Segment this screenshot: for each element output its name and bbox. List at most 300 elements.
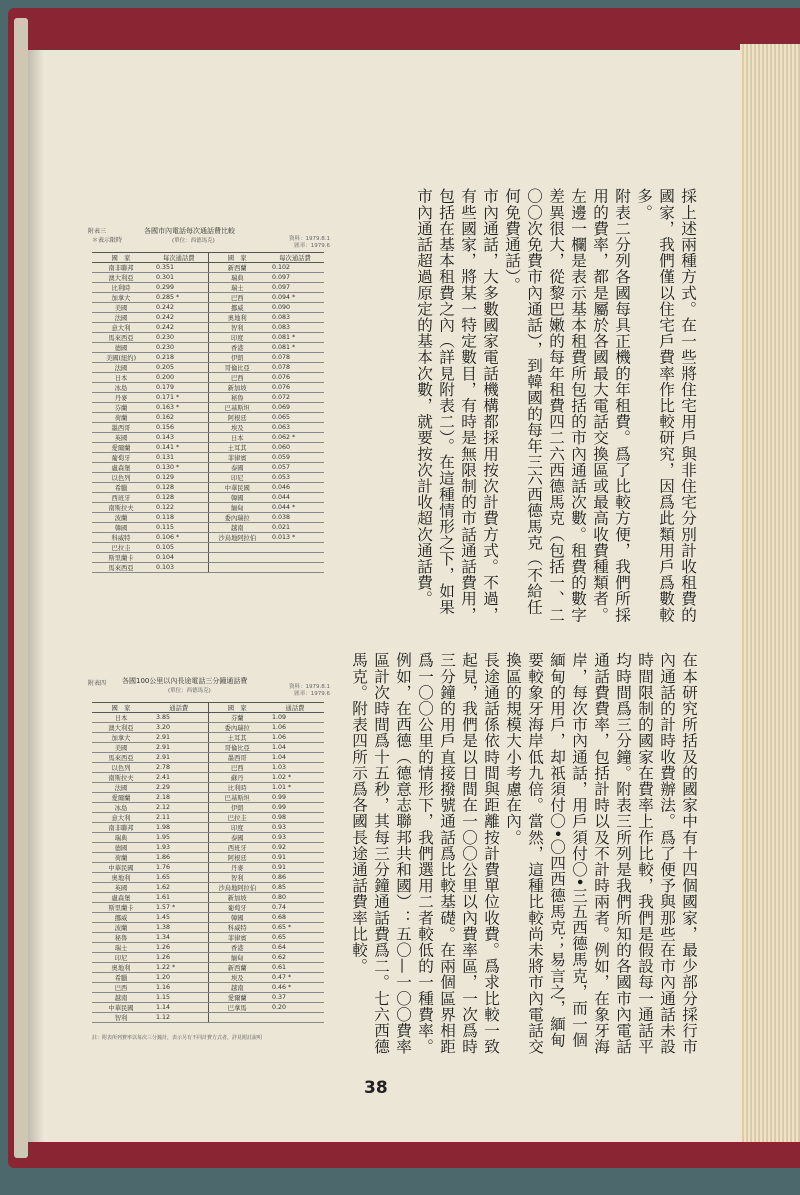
country-cell: 墨西哥 [208,753,266,763]
country-cell: 墨西哥 [92,423,150,433]
rate-cell: 1.02 * [266,773,324,783]
country-cell: 馬來西亞 [92,333,150,343]
country-cell: 加拿大 [92,733,150,743]
rate-cell: 0.91 [266,863,324,873]
rate-cell: 1.16 [150,983,208,993]
country-cell: 挪威 [208,303,266,313]
table-row [92,893,324,903]
country-cell: 葡萄牙 [92,453,150,463]
country-cell [208,1013,266,1023]
country-cell: 中華民國 [92,863,150,873]
country-cell: 加拿大 [92,293,150,303]
rate-cell: 2.11 [150,813,208,823]
rate-cell: 0.46 * [266,983,324,993]
country-cell: 澳大利亞 [92,273,150,283]
table-row [92,303,324,313]
rate-cell: 0.37 [266,993,324,1003]
rate-cell: 0.060 [266,443,324,453]
table-row [92,733,324,743]
table-row [92,393,324,403]
country-cell: 法國 [92,363,150,373]
table-row [92,993,324,1003]
rate-cell: 0.081 * [266,343,324,353]
rate-cell: 0.122 [150,503,208,513]
country-cell: 智利 [208,873,266,883]
country-cell: 挪威 [92,913,150,923]
cover-edge [14,18,28,1158]
rate-cell: 0.078 [266,353,324,363]
paragraph-3: 市內通話，大多數國家電話機構都採用按次計費方式。不過，有些國家，將某一特定數目，有時是無限制的市話通話費用，包括在基本租費之內（詳見附表二）。在這種情形之下，如果市內通話超過原定的基本次數，就要按次計收超次通話費。 [415,188,499,623]
country-cell: 巴西 [92,983,150,993]
country-cell: 秘魯 [92,933,150,943]
rate-cell [266,1013,324,1023]
country-cell: 日本 [208,433,266,443]
table-row [92,533,324,543]
country-cell: 以色列 [92,763,150,773]
table-row [92,413,324,423]
rate-cell: 0.021 [266,523,324,533]
table-row [92,843,324,853]
country-cell: 土耳其 [208,733,266,743]
table-date: 資料：1979.8.1 匯率：1979.6 [289,236,330,249]
country-cell: 科威特 [208,923,266,933]
table-row [92,423,324,433]
rate-cell: 0.090 [266,303,324,313]
rate-cell: 0.86 [266,873,324,883]
table-row [92,923,324,933]
table-subtitle: (單位：西德馬克) [168,688,211,694]
rate-cell: 0.069 [266,403,324,413]
rate-cell: 0.105 [150,543,208,553]
rate-cell: 0.242 [150,303,208,313]
table-row [92,313,324,323]
country-cell: 南斯拉夫 [92,503,150,513]
rate-cell: 0.038 [266,513,324,523]
country-cell: 伊朗 [208,353,266,363]
table-row [92,373,324,383]
country-cell: 印度 [208,333,266,343]
country-cell: 南非聯邦 [92,823,150,833]
country-cell: 英國 [92,883,150,893]
rate-cell: 1.45 [150,913,208,923]
table-row [92,873,324,883]
rate-cell: 1.20 [150,973,208,983]
col-header: 國 家 [92,703,150,713]
country-cell: 丹麥 [92,393,150,403]
rate-cell: 0.131 [150,453,208,463]
rate-cell: 0.057 [266,463,324,473]
table-row [92,293,324,303]
country-cell: 比利時 [208,783,266,793]
rate-cell: 1.22 * [150,963,208,973]
rate-cell [266,553,324,563]
country-cell [208,553,266,563]
rate-cell: 0.99 [266,803,324,813]
rate-cell: 0.076 [266,373,324,383]
rate-cell: 0.128 [150,493,208,503]
rate-cell: 0.230 [150,333,208,343]
table-row [92,983,324,993]
table-row [92,523,324,533]
paragraph-5: 長途通話係依時間與距離按計費單位收費。爲求比較一致起見，我們是以日間在一〇〇公里以內費率區，一次爲時三分鐘的用戶直接撥號通話爲比較基礎。在兩個區界相距爲一〇〇公里的情形下，我們選用二者較低的一種費率。例如，在西德（德意志聯邦共和國）：五〇—一〇〇費率區計次時間爲十五秒，其每三分鐘通話費爲二。七六西德馬克。附表四所示爲各國長途通話費率比較。 [350,652,500,1055]
rate-cell: 0.141 * [150,443,208,453]
country-cell: 芬蘭 [92,403,150,413]
rate-cell: 0.230 [150,343,208,353]
rate-cell: 0.115 [150,523,208,533]
country-cell: 美國 [92,743,150,753]
rate-cell: 0.162 [150,413,208,423]
spine-shadow [28,50,44,1142]
rate-cell: 0.076 [266,383,324,393]
country-cell: 愛爾蘭 [92,443,150,453]
rate-cell: 0.61 [266,963,324,973]
table-row [92,833,324,843]
rate-cell: 1.34 [150,933,208,943]
rate-cell: 0.64 [266,943,324,953]
rate-cell: 0.242 [150,323,208,333]
rate-cell: 0.171 * [150,393,208,403]
country-cell: 希臘 [92,973,150,983]
rate-cell: 1.15 [150,993,208,1003]
country-cell: 波蘭 [92,923,150,933]
rate-cell: 0.072 [266,393,324,403]
country-cell: 阿根廷 [208,413,266,423]
table-row [92,883,324,893]
country-cell: 委內瑞拉 [208,723,266,733]
country-cell: 愛爾蘭 [208,993,266,1003]
table-row [92,403,324,413]
table-row [92,323,324,333]
country-cell: 瑞典 [92,833,150,843]
table-body [92,713,324,1023]
rate-cell: 1.01 * [266,783,324,793]
country-cell: 斯里蘭卡 [92,553,150,563]
country-cell: 意大利 [92,813,150,823]
rate-cell: 0.85 [266,883,324,893]
country-cell: 澳大利亞 [92,723,150,733]
rate-cell: 0.99 [266,793,324,803]
table-row [92,763,324,773]
table-row [92,963,324,973]
country-cell: 法國 [92,313,150,323]
country-cell: 荷蘭 [92,413,150,423]
rate-cell: 0.065 [266,413,324,423]
rate-cell: 0.285 * [150,293,208,303]
table-row [92,543,324,553]
country-cell: 泰國 [208,463,266,473]
rate-cell: 0.65 * [266,923,324,933]
rate-cell: 0.62 [266,953,324,963]
rate-cell: 0.98 [266,813,324,823]
rate-cell: 1.95 [150,833,208,843]
country-cell: 阿根廷 [208,853,266,863]
country-cell: 愛爾蘭 [92,793,150,803]
country-cell: 土耳其 [208,443,266,453]
country-cell: 巴西 [208,763,266,773]
country-cell: 冰島 [92,383,150,393]
table-row [92,723,324,733]
country-cell: 西班牙 [208,843,266,853]
rate-cell: 1.61 [150,893,208,903]
country-cell: 印尼 [92,953,150,963]
table-row [92,933,324,943]
rate-cell: 0.80 [266,893,324,903]
country-cell: 波蘭 [92,513,150,523]
table-title: 各國市內電話每次通話費比較 [144,227,235,235]
page-stack-edge [740,44,800,1142]
rate-cell: 3.85 [150,713,208,723]
country-cell: 新西蘭 [208,263,266,273]
country-cell: 荷蘭 [92,853,150,863]
country-cell: 奧地利 [208,313,266,323]
country-cell: 法國 [92,783,150,793]
rate-cell: 0.47 * [266,973,324,983]
country-cell: 韓國 [208,493,266,503]
table-row [92,853,324,863]
country-cell: 印度 [208,823,266,833]
rate-cell: 1.93 [150,843,208,853]
col-header: 通話費 [150,703,208,713]
rate-cell: 0.062 * [266,433,324,443]
rate-cell: 1.09 [266,713,324,723]
country-cell: 美國(紐約) [92,353,150,363]
country-cell: 香港 [208,343,266,353]
table-row [92,493,324,503]
rate-cell: 1.98 [150,823,208,833]
text-upper-block [347,188,699,628]
table-row [92,563,324,573]
country-cell: 越南 [208,983,266,993]
country-cell: 緬甸 [208,503,266,513]
table-row [92,263,324,273]
country-cell: 哥倫比亞 [208,743,266,753]
country-cell: 馬來西亞 [92,753,150,763]
table-row [92,1013,324,1023]
rate-cell: 0.68 [266,913,324,923]
table-3 [92,252,324,573]
country-cell: 日本 [92,373,150,383]
rate-cell: 0.92 [266,843,324,853]
rate-cell: 1.03 [266,763,324,773]
country-cell: 馬來西亞 [92,563,150,573]
table-footnote: 註：附表所列費率以每次三分鐘計，表示另有不同計費方式者，詳見附註說明 [92,1035,263,1041]
country-cell: 越南 [92,993,150,1003]
rate-cell: 2.12 [150,803,208,813]
rate-cell: 0.053 [266,473,324,483]
country-cell: 科威特 [92,533,150,543]
table-row [92,383,324,393]
country-cell: 智利 [208,323,266,333]
country-cell: 越南 [208,523,266,533]
rate-cell: 0.130 * [150,463,208,473]
country-cell: 冰島 [92,803,150,813]
table-date: 資料：1979.8.1 匯率：1979.6 [289,684,330,697]
country-cell: 韓國 [92,523,150,533]
rate-cell: 2.78 [150,763,208,773]
country-cell: 智利 [92,1013,150,1023]
col-header: 國 家 [208,703,266,713]
country-cell: 香港 [208,943,266,953]
country-cell: 盧森堡 [92,893,150,903]
country-cell: 奧地利 [92,873,150,883]
country-cell: 緬甸 [208,953,266,963]
table-row [92,903,324,913]
country-cell: 瑞典 [208,273,266,283]
country-cell: 巴拿馬 [208,1003,266,1013]
rate-cell: 2.18 [150,793,208,803]
rate-cell: 0.097 [266,273,324,283]
country-cell: 埃及 [208,973,266,983]
country-cell: 斯里蘭卡 [92,903,150,913]
country-cell: 意大利 [92,323,150,333]
country-cell: 沙烏地阿拉伯 [208,883,266,893]
paragraph-2: 附表二分列各國每具正機的年租費。爲了比較方便，我們所採用的費率，都是屬於各國最大電話交換區或最高收費種類者。左邊一欄是表示基本租費所包括的市內通話次數。租費的數字差異很大，從黎巴嫩的每年租費四二六西德馬克（包括一、二〇〇次免費市內通話），到韓國的每年三六西德馬克（不給任何免費通話）。 [503,188,631,623]
table-row [92,953,324,963]
table-subtitle: (單位：西德馬克) [172,238,215,244]
rate-cell [266,543,324,553]
country-cell [208,543,266,553]
table-row [92,353,324,363]
rate-cell: 2.91 [150,733,208,743]
rate-cell: 0.128 [150,483,208,493]
rate-cell: 1.26 [150,943,208,953]
table-row [92,443,324,453]
rate-cell: 1.06 [266,723,324,733]
table-row [92,453,324,463]
country-cell: 伊朗 [208,803,266,813]
rate-cell: 1.86 [150,853,208,863]
country-cell: 西班牙 [92,493,150,503]
country-cell: 巴西 [208,293,266,303]
rate-cell: 2.29 [150,783,208,793]
table-row [92,333,324,343]
country-cell: 南非聯邦 [92,263,150,273]
col-header: 國 家 [208,253,266,263]
rate-cell: 0.143 [150,433,208,443]
table-note: ＊表示限時 [92,237,123,244]
rate-cell: 1.65 [150,873,208,883]
rate-cell: 1.57 * [150,903,208,913]
rate-cell: 1.38 [150,923,208,933]
rate-cell [266,563,324,573]
rate-cell: 0.218 [150,353,208,363]
rate-cell: 0.083 [266,323,324,333]
table-row [92,483,324,493]
country-cell: 巴西 [208,373,266,383]
table-tag: 附表四 [88,680,107,687]
rate-cell: 0.059 [266,453,324,463]
col-header: 通話費 [266,703,324,713]
country-cell: 沙烏地阿拉伯 [208,533,266,543]
table-row [92,473,324,483]
country-cell: 巴基斯坦 [208,403,266,413]
rate-cell: 0.301 [150,273,208,283]
rate-cell: 0.299 [150,283,208,293]
rate-cell: 1.76 [150,863,208,873]
rate-cell: 0.094 * [266,293,324,303]
rate-cell: 0.93 [266,823,324,833]
country-cell: 芬蘭 [208,713,266,723]
rate-cell: 3.20 [150,723,208,733]
rate-cell: 0.20 [266,1003,324,1013]
table-tag: 附表三 [88,228,107,235]
rate-cell: 0.129 [150,473,208,483]
table-row [92,973,324,983]
rate-cell: 0.118 [150,513,208,523]
rate-cell: 0.078 [266,363,324,373]
table-row [92,363,324,373]
rate-cell: 0.102 [266,263,324,273]
text-lower-block [326,652,700,1064]
country-cell: 菲律賓 [208,933,266,943]
rate-cell: 0.097 [266,283,324,293]
country-cell: 英國 [92,433,150,443]
rate-cell: 0.91 [266,853,324,863]
country-cell: 巴拉圭 [92,543,150,553]
table-row [92,793,324,803]
rate-cell: 0.156 [150,423,208,433]
rate-cell: 0.179 [150,383,208,393]
table-row [92,503,324,513]
country-cell [208,563,266,573]
country-cell: 印尼 [208,473,266,483]
country-cell: 奧地利 [92,963,150,973]
table-row [92,343,324,353]
country-cell: 以色列 [92,473,150,483]
table-row [92,713,324,723]
rate-cell: 0.242 [150,313,208,323]
col-header: 國 家 [92,253,150,263]
country-cell: 日本 [92,713,150,723]
paragraph-4: 在本研究所括及的國家中有十四個國家，最少部分採行市內通話的計時收費辦法。爲了便予與那些在市內通話未設時間限制的國家在費率上作比較，我們是假設每一通話平均時間爲三分鐘。附表三所列是我們所知的各國市內電話通話費費率，包括計時以及不計時兩者。例如，在象牙海岸，每次市內通話，用戶須付〇•三五西德馬克，而一個緬甸的用戶，却祇須付〇•〇四西德馬克；易言之，緬甸要較象牙海岸低九倍。當然，這種比較尚未將市內電話交換區的規模大小考慮在內。 [504,652,698,1055]
country-cell: 中華民國 [92,1003,150,1013]
table-row [92,1003,324,1013]
rate-cell: 0.200 [150,373,208,383]
country-cell: 盧森堡 [92,463,150,473]
country-cell: 蘇丹 [208,773,266,783]
rate-cell: 1.04 [266,743,324,753]
rate-cell: 0.104 [150,553,208,563]
country-cell: 韓國 [208,913,266,923]
rate-cell: 0.044 * [266,503,324,513]
paragraph-1: 採上述兩種方式。在一些將住宅用戶與非住宅分別計收租費的國家，我們僅以住宅戶費率作比較研究，因爲此類用戶爲數較多。 [635,188,697,623]
table-row [92,863,324,873]
country-cell: 德國 [92,343,150,353]
country-cell: 南斯拉夫 [92,773,150,783]
country-cell: 瑞士 [208,283,266,293]
rate-cell: 2.41 [150,773,208,783]
rate-cell: 0.65 [266,933,324,943]
country-cell: 巴基斯坦 [208,793,266,803]
country-cell: 新西蘭 [208,963,266,973]
country-cell: 菲律賓 [208,453,266,463]
country-cell: 新加坡 [208,893,266,903]
rate-cell: 1.62 [150,883,208,893]
rate-cell: 0.013 * [266,533,324,543]
table-row [92,553,324,563]
rate-cell: 0.081 * [266,333,324,343]
table-row [92,273,324,283]
rate-cell: 0.351 [150,263,208,273]
table-row [92,783,324,793]
table-row [92,513,324,523]
country-cell: 秘魯 [208,393,266,403]
table-row [92,433,324,443]
table-row [92,943,324,953]
country-cell: 比利時 [92,283,150,293]
rate-cell: 0.103 [150,563,208,573]
table-body [92,263,324,573]
